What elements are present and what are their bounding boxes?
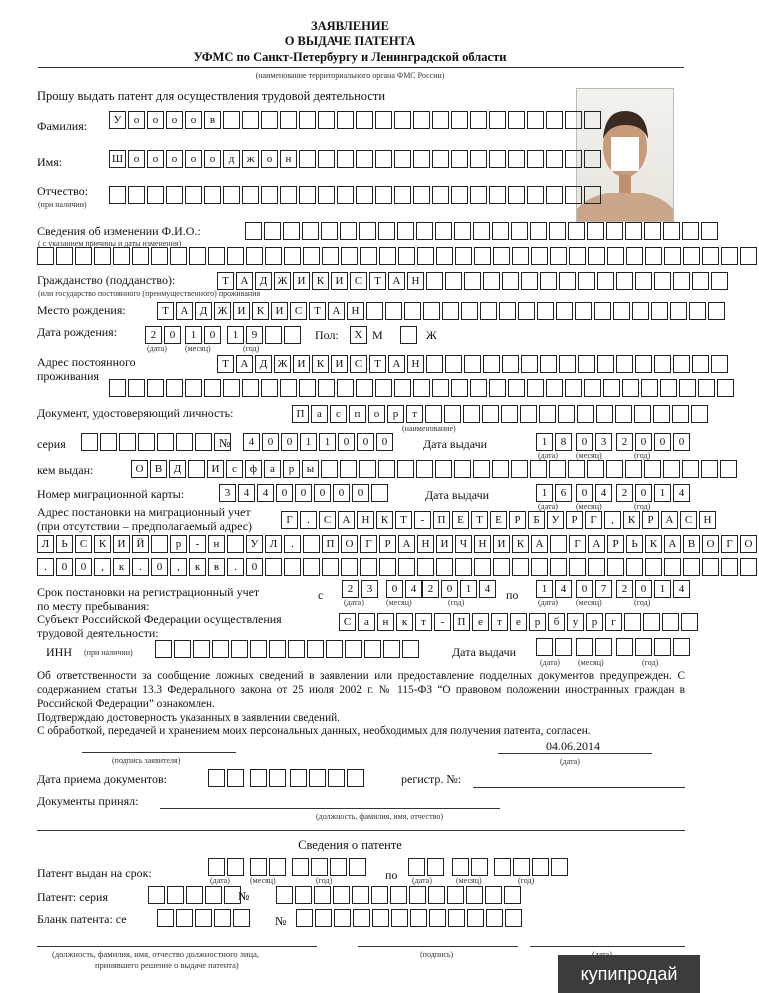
issue-day-field[interactable]: 1 8 xyxy=(536,433,574,451)
receipt-date-label: Дата приема документов: xyxy=(37,772,167,786)
consent-text: С обработкой, передачей и хранением моих персональных данных, необходимых для получения патента, согласен. xyxy=(37,725,591,737)
inn-day-field[interactable] xyxy=(536,638,574,656)
patronymic-field[interactable] xyxy=(109,186,603,204)
confirm-text: Подтверждаю достоверность указанных в заявлении сведений. xyxy=(37,712,340,724)
section-divider xyxy=(37,830,685,831)
reg-address-field-3[interactable]: . 0 0 , к . 0 , к в . 0 xyxy=(37,558,759,576)
name-change-field[interactable] xyxy=(245,222,720,240)
address-label-2: проживания xyxy=(37,369,100,383)
citizenship-label: Гражданство (подданство): xyxy=(37,273,176,287)
birth-year-field[interactable]: 1 9 xyxy=(227,326,303,344)
reg-period-label-2: по месту пребывания: xyxy=(37,599,150,613)
date-hint: (дата) xyxy=(540,658,560,667)
patent-number-label: № xyxy=(238,889,250,903)
accepted-label: Документы принял: xyxy=(37,794,139,808)
inn-field[interactable] xyxy=(155,640,421,658)
reg-address-field[interactable]: Г . С А Н К Т - П Е Т Е Р Б У Р Г , К Р А С Н xyxy=(281,511,718,529)
month-hint: (месяц) xyxy=(576,598,602,607)
watermark: купипродай xyxy=(558,955,700,993)
birth-month-field[interactable]: 1 0 xyxy=(185,326,223,344)
sex-label: Пол: xyxy=(315,328,339,342)
month-hint: (месяц) xyxy=(250,876,276,885)
birth-day-field[interactable]: 2 0 xyxy=(145,326,183,344)
number-label: № xyxy=(219,436,231,450)
to-label: по xyxy=(506,588,519,602)
issued-by-label: кем выдан: xyxy=(37,463,94,477)
form-title: ЗАЯВЛЕНИЕ xyxy=(311,19,389,33)
document-number-field[interactable]: 4 0 0 1 1 0 0 0 xyxy=(243,433,395,451)
name-field[interactable]: Ш о о о о о д ж о н xyxy=(109,150,603,168)
surname-label: Фамилия: xyxy=(37,119,88,133)
patent-to-label: по xyxy=(385,868,398,882)
from-year-field[interactable]: 2 0 1 4 xyxy=(422,580,498,598)
receipt-month-field[interactable] xyxy=(250,769,288,787)
address-field[interactable]: Т А Д Ж И К И С Т А Н xyxy=(217,355,730,373)
reg-address-label-2: (при отсутствии – предполагаемый адрес) xyxy=(37,519,253,533)
name-change-label: Сведения об изменении Ф.И.О.: xyxy=(37,224,201,238)
to-day-field[interactable]: 1 4 xyxy=(536,580,574,598)
surname-field[interactable]: У о о о о в xyxy=(109,111,603,129)
patent-to-month[interactable] xyxy=(452,858,490,876)
sex-female-label: Ж xyxy=(426,328,437,342)
blank-series-field[interactable] xyxy=(157,909,252,927)
to-year-field[interactable]: 2 0 1 4 xyxy=(616,580,692,598)
sex-male-label: М xyxy=(372,328,383,342)
year-hint: (год) xyxy=(634,502,651,511)
name-change-hint: ( с указанием причины и даты изменения) xyxy=(38,239,182,248)
date-hint: (дата) xyxy=(538,502,558,511)
address-label: Адрес постоянного xyxy=(37,355,136,369)
reg-number-label: регистр. №: xyxy=(401,772,462,786)
official-hint-2: принявшего решение о выдаче патента) xyxy=(95,960,239,970)
official-hint: (должность, фамилия, имя, отчество должностного лица, xyxy=(52,949,259,959)
subject-label: Субъект Российской Федерации осуществления xyxy=(37,612,282,626)
year-hint: (год) xyxy=(518,876,535,885)
date-hint: (дата) xyxy=(538,598,558,607)
organ-hint: (наименование территориального органа ФМС России) xyxy=(255,71,445,80)
blank-number-field[interactable] xyxy=(296,909,524,927)
from-day-field[interactable]: 2 3 xyxy=(342,580,380,598)
month-hint: (месяц) xyxy=(386,598,412,607)
receipt-day-field[interactable] xyxy=(208,769,246,787)
inn-month-field[interactable] xyxy=(576,638,614,656)
signature-line[interactable] xyxy=(82,752,236,753)
inn-hint: (при наличии) xyxy=(84,648,133,657)
patent-to-year[interactable] xyxy=(494,858,570,876)
legal-paragraph: Об ответственности за сообщение ложных сведений в заявлении или предоставление подделных документов предупрежден. С содержанием статьи 13.3 Федерального закона от 25 июля 2002 г. № 115-ФЗ “О правовом положении иностранных граждан в Российской Федерации” ознакомлен. xyxy=(37,670,685,710)
year-hint: (год) xyxy=(243,344,260,353)
from-label: с xyxy=(318,588,324,602)
year-hint: (год) xyxy=(634,598,651,607)
inn-date-label: Дата выдачи xyxy=(452,645,517,659)
patronymic-hint: (при наличии) xyxy=(38,200,87,209)
date-hint: (дата) xyxy=(147,344,167,353)
year-hint: (год) xyxy=(316,876,333,885)
citizenship-hint: (или государство постоянного (преимущественного) проживания xyxy=(38,289,261,298)
migration-day-field[interactable]: 1 6 xyxy=(536,484,574,502)
year-hint: (год) xyxy=(448,598,465,607)
from-month-field[interactable]: 0 4 xyxy=(386,580,424,598)
migration-year-field[interactable]: 2 0 1 4 xyxy=(616,484,692,502)
patent-from-month[interactable] xyxy=(250,858,288,876)
name-change-field-2[interactable] xyxy=(37,247,759,265)
reg-address-field-2[interactable]: Л Ь С К И Й р - н У Л . П О Г Р А Н И Ч Н И К А Г А Р Ь К А В О Г О xyxy=(37,535,759,553)
signature-date: 04.06.2014 xyxy=(546,739,600,753)
official-signature-line[interactable] xyxy=(358,946,518,947)
divider xyxy=(38,67,684,68)
migration-month-field[interactable]: 0 4 xyxy=(576,484,614,502)
inn-year-field[interactable] xyxy=(616,638,692,656)
subject-label-2: трудовой деятельности: xyxy=(37,626,159,640)
date-hint: (дата) xyxy=(344,598,364,607)
month-hint: (месяц) xyxy=(185,344,211,353)
birthplace-label: Место рождения: xyxy=(37,303,126,317)
patent-number-field[interactable] xyxy=(276,886,523,904)
subject-field[interactable]: С а н к т - П е т е р б у р г xyxy=(339,613,700,631)
patronymic-label: Отчество: xyxy=(37,184,89,198)
birthdate-label: Дата рождения: xyxy=(37,325,118,339)
citizenship-field[interactable]: Т А Д Ж И К И С Т А Н xyxy=(217,272,730,290)
form-subtitle: О ВЫДАЧЕ ПАТЕНТА xyxy=(284,34,416,48)
date-hint: (дата) xyxy=(560,757,580,766)
birthplace-field[interactable]: Т А Д Ж И К И С Т А Н xyxy=(157,302,727,320)
migration-card-label: Номер миграционной карты: xyxy=(37,487,185,501)
issue-date-label: Дата выдачи xyxy=(423,437,488,451)
reg-period-label: Срок постановки на регистрационный учет xyxy=(37,585,260,599)
patent-term-label: Патент выдан на срок: xyxy=(37,866,152,880)
date-hint: (дата) xyxy=(210,876,230,885)
month-hint: (месяц) xyxy=(456,876,482,885)
patent-section-title: Сведения о патенте xyxy=(298,838,402,852)
date-line xyxy=(498,753,652,754)
migration-date-label: Дата выдачи xyxy=(425,488,490,502)
accepted-hint: (должность, фамилия, имя, отчество) xyxy=(316,812,443,821)
document-label: Документ, удостоверяющий личность: xyxy=(37,406,234,420)
series-label: серия xyxy=(37,437,66,451)
blank-label: Бланк патента: се xyxy=(37,912,127,926)
to-month-field[interactable]: 0 7 xyxy=(576,580,614,598)
accepted-line[interactable] xyxy=(160,808,500,809)
patent-to-day[interactable] xyxy=(408,858,446,876)
blank-number-label: № xyxy=(275,914,287,928)
date-hint: (дата) xyxy=(538,451,558,460)
patent-from-year[interactable] xyxy=(292,858,368,876)
official-signature-hint: (подпись) xyxy=(420,950,454,959)
month-hint: (месяц) xyxy=(576,451,602,460)
patent-series-field[interactable] xyxy=(148,886,243,904)
migration-card-field[interactable]: 3 4 4 0 0 0 0 0 xyxy=(219,484,390,502)
document-type-field[interactable]: П а с п о р т xyxy=(292,405,710,423)
reg-address-label: Адрес постановки на миграционный учет xyxy=(37,505,251,519)
series-field[interactable] xyxy=(81,433,233,451)
reg-number-line[interactable] xyxy=(473,787,685,788)
signature-hint: (подпись заявителя) xyxy=(112,756,181,765)
document-type-hint: (наименование) xyxy=(402,424,456,433)
issued-by-field[interactable]: О В Д И с ф а р ы xyxy=(131,460,739,478)
sex-male-checkbox[interactable]: Х xyxy=(350,326,369,344)
month-hint: (месяц) xyxy=(576,502,602,511)
year-hint: (год) xyxy=(634,451,651,460)
sex-female-checkbox[interactable] xyxy=(400,326,419,344)
date-hint: (дата) xyxy=(412,876,432,885)
patent-series-label: Патент: серия xyxy=(37,890,108,904)
year-hint: (год) xyxy=(642,658,659,667)
issue-month-field[interactable]: 0 3 xyxy=(576,433,614,451)
name-label: Имя: xyxy=(37,155,63,169)
patent-from-day[interactable] xyxy=(208,858,246,876)
address-field-2[interactable] xyxy=(109,379,736,397)
month-hint: (месяц) xyxy=(578,658,604,667)
request-text: Прошу выдать патент для осуществления трудовой деятельности xyxy=(37,89,386,103)
inn-label: ИНН xyxy=(46,645,72,659)
receipt-year-field[interactable] xyxy=(290,769,366,787)
official-date-line[interactable] xyxy=(530,946,685,947)
issue-year-field[interactable]: 2 0 0 0 xyxy=(616,433,692,451)
fms-office: УФМС по Санкт-Петербургу и Ленинградской области xyxy=(193,50,507,64)
official-line[interactable] xyxy=(37,946,317,947)
